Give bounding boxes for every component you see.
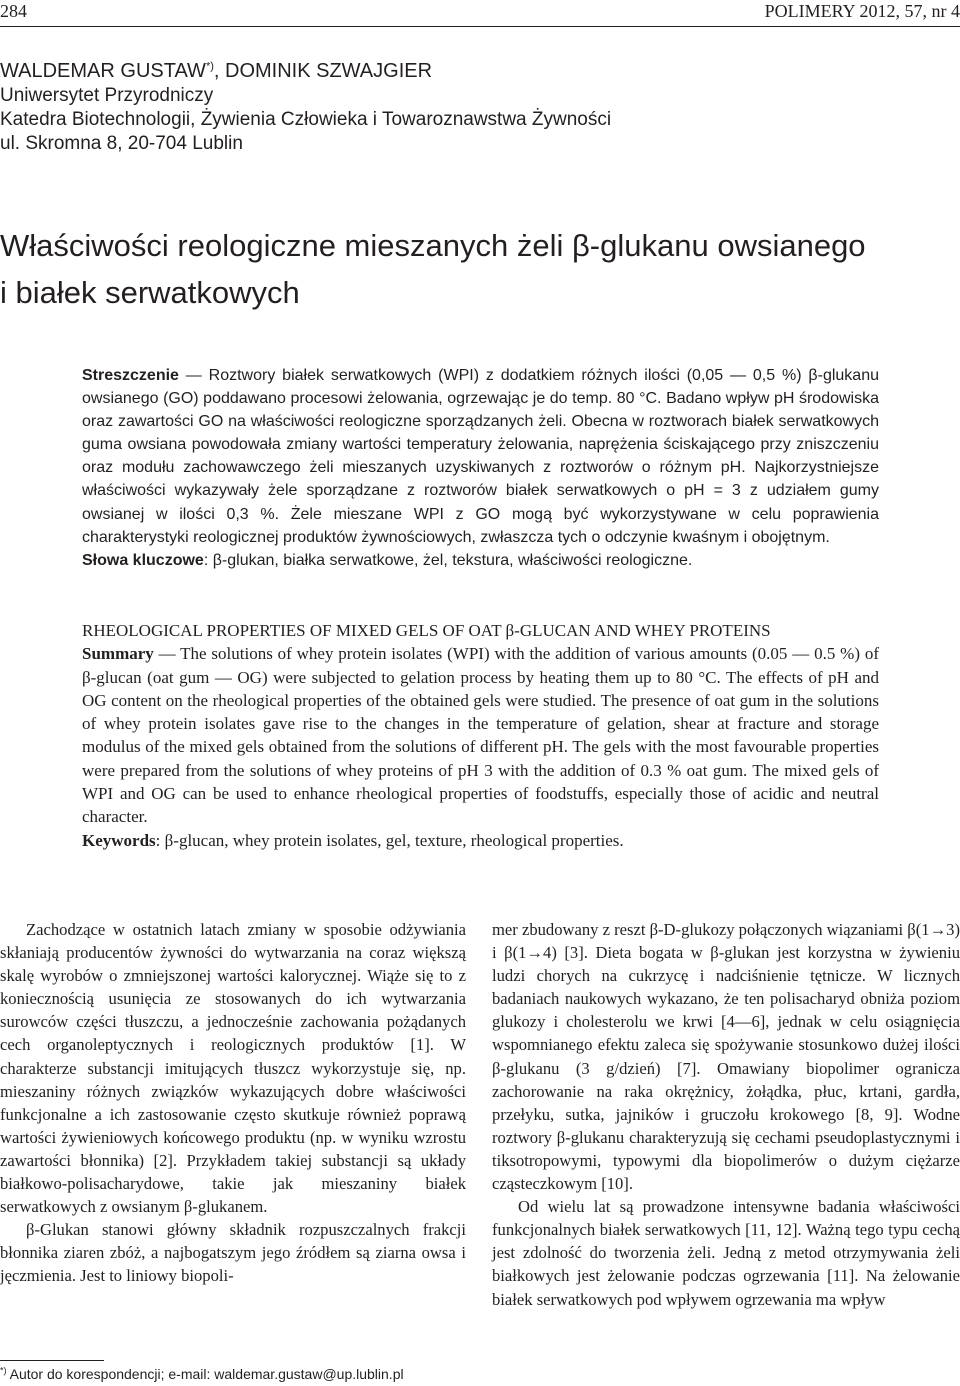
keywords-en-text: : β-glucan, whey protein isolates, gel, texture, rheological properties.	[155, 830, 624, 850]
abstract-pl-label: Streszczenie	[82, 367, 179, 384]
footnote-rule	[0, 1360, 104, 1361]
abstract-polish	[82, 364, 879, 572]
keywords-pl-text: : β-glukan, białka serwatkowe, żel, tekstura, właściwości reologiczne.	[203, 551, 693, 569]
footnote-marker: *)	[0, 1365, 7, 1376]
author-block	[0, 58, 960, 156]
paragraph-intro: Zachodzące w ostatnich latach zmiany w sposobie odżywiania skłaniają producentów żywności do wytwarzania na coraz większą skalę wyrobów o zmniejszonej wartości kalorycznej. Wiąże się to z koniecznością usunięcia ze stosowanych do ich wytwarzania surowców części tłuszczu, a jednocześnie zachowania pożądanych cech organoleptycznych i reologicznych produktów [1]. W charakterze substancji imitujących tłuszcz wykorzystuje się, np. mieszaniny różnych związków wykazujących dobre właściwości funkcjonalne a ich zastosowanie często skutkuje również poprawą wartości żywieniowych końcowego produktu (np. w wyniku wzrostu zawartości błonnika) [2]. Przykładem takiej substancji są układy białkowo-polisacharydowe, takie jak mieszaniny białek serwatkowych z owsianym β-glukanem.	[0, 920, 466, 1217]
footnote-text: Autor do korespondencji; e-mail: waldemar.gustaw@up.lublin.pl	[6, 1366, 404, 1382]
affiliation-university: Uniwersytet Przyrodniczy	[0, 85, 214, 106]
paragraph-beta-glucan: β-Glukan stanowi główny składnik rozpuszczalnych frakcji błonnika ziaren zbóż, a najbogatszym jego źródłem są ziarna owsa i jęczmienia. Jest to liniowy biopoli-	[0, 1220, 466, 1286]
title-line-2: i białek serwatkowych	[0, 275, 300, 310]
abstract-pl-text: — Roztwory białek serwatkowych (WPI) z dodatkiem różnych ilości (0,05 — 0,5 %) β-glukanu owsianego (GO) poddawano procesowi żelowania, ogrzewając je do temp. 80 °C. Badano wpływ pH środowiska oraz zawartości GO na właściwości reologiczne sporządzanych żeli. Obecna w roztworach białek serwatkowych guma owsiana powodowała zmiany wartości temperatury żelowania, naprężenia ściskającego przy zniszczeniu oraz modułu zachowawczego żeli mieszanych uzyskiwanych z roztworów o różnym pH. Najkorzystniejsze właściwości wykazywały żele sporządzane z roztworów białek serwatkowych o pH = 3 z udziałem gumy owsianej w ilości 0,3 %. Żele mieszane WPI z GO mogą być wykorzystywane w celu poprawienia charakterystyki reologicznej produktów żywnościowych, zwłaszcza tych o odczynie kwaśnym i obojętnym.	[82, 367, 879, 546]
first-author: WALDEMAR GUSTAW	[0, 60, 206, 82]
author-names	[0, 58, 960, 84]
running-head	[0, 0, 960, 27]
journal-citation: POLIMERY 2012, 57, nr 4	[764, 1, 960, 21]
keywords-pl-label: Słowa kluczowe	[82, 551, 204, 569]
body-column-left	[0, 918, 466, 1288]
keywords-en	[82, 829, 879, 852]
paragraph-beta-glucan-continued: mer zbudowany z reszt β-D-glukozy połączonych wiązaniami β(1→3) i β(1→4) [3]. Dieta bogata w β-glukan jest korzystna w żywieniu ludzi chorych na cukrzycę i nadciśnienie tętnicze. W licznych badaniach naukowych wykazano, że ten polisacharyd obniża poziom glukozy i cholesterolu we krwi [4—6], jednak w celu osiągnięcia wspomnianego efektu zaleca się spożywanie stosunkowo dużej ilości β-glukanu (3 g/dzień) [7]. Omawiany biopolimer ogranicza zachorowanie na raka okrężnicy, żołądka, płuc, krtani, gardła, przełyku, sutka, jajników i gruczołu krokowego [8, 9]. Wodne roztwory β-glukanu charakteryzują się cechami pseudoplastycznymi i tiksotropowymi, typowymi dla biopolimerów o dużym ciężarze cząsteczkowym [10].	[492, 920, 960, 1194]
summary-text: — The solutions of whey protein isolates (WPI) with the addition of various amounts (0.05 — 0.5 %) of β-glucan (oat gum — OG) were subjected to gelation process by heating them up to 80 °C. The effects of pH and OG content on the rheological properties of the obtained gels were studied. The presence of oat gum in the solutions of whey protein isolates gave rise to the changes in the temperature of gelation, shear at fracture and storage modulus of the mixed gels obtained from the solutions of different pH. The gels with the most favourable properties were prepared from the solutions of whey proteins of pH 3 with the addition of 0.3 % oat gum. The mixed gels of WPI and OG can be used to enhance rheological properties of foodstuffs, especially those of acidic and neutral character.	[82, 644, 879, 827]
keywords-en-label: Keywords	[82, 830, 156, 850]
keywords-pl	[82, 549, 879, 572]
english-title: RHEOLOGICAL PROPERTIES OF MIXED GELS OF OAT β-GLUCAN AND WHEY PROTEINS	[82, 621, 771, 640]
affiliation-department: Katedra Biotechnologii, Żywienia Człowieka i Towaroznawstwa Żywności	[0, 109, 612, 130]
abstract-english	[82, 619, 879, 852]
co-authors: , DOMINIK SZWAJGIER	[213, 60, 433, 82]
paragraph-whey-proteins: Od wielu lat są prowadzone intensywne badania właściwości funkcjonalnych białek serwatkowych [11, 12]. Ważną tego typu cechą jest zdolność do tworzenia żeli. Jedną z metod otrzymywania żeli białkowych jest żelowanie podczas ogrzewania [11]. Na żelowanie białek serwatkowych pod wpływem ogrzewania ma wpływ	[492, 1197, 960, 1309]
abstract-pl-body	[82, 364, 879, 549]
affiliation-address: ul. Skromna 8, 20-704 Lublin	[0, 133, 243, 154]
page-number: 284	[0, 1, 27, 21]
article-title	[0, 222, 960, 316]
summary-label: Summary	[82, 644, 154, 664]
abstract-en-body	[82, 642, 879, 828]
title-line-1: Właściwości reologiczne mieszanych żeli β-glukanu owsianego	[0, 228, 866, 263]
body-column-right	[492, 918, 960, 1311]
corresponding-marker: *)	[205, 60, 214, 73]
footnote	[0, 1364, 470, 1384]
